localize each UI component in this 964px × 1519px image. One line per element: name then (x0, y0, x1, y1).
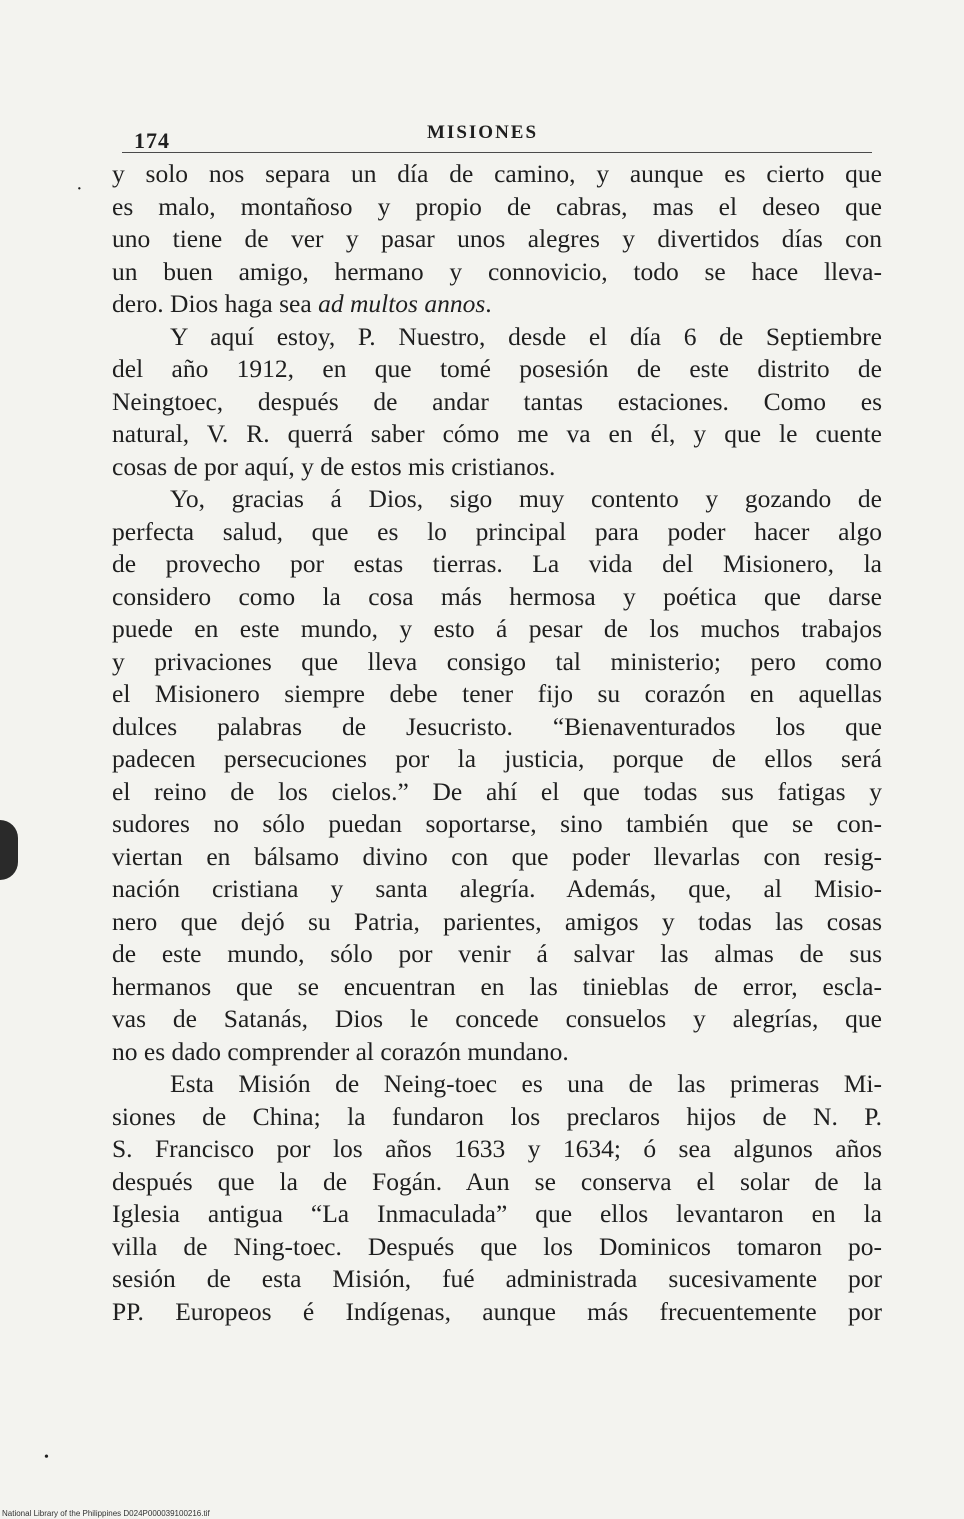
text-line: natural, V. R. querrá saber cómo me va en él, y que le cuente (112, 419, 882, 448)
text-line: después que la de Fogán. Aun se conserva el solar de la (112, 1166, 882, 1196)
text-line: de provecho por estas tierras. La vida del Misionero, la (112, 549, 882, 578)
text-line: nero que dejó su Patria, parientes, amigos y todas las cosas (112, 906, 882, 936)
margin-mark: · (76, 178, 83, 200)
text-line: considero como la cosa más hermosa y poética que darse (112, 581, 882, 611)
body-text (112, 158, 882, 1328)
margin-mark: • (44, 1450, 49, 1465)
text-line: Iglesia antigua “La Inmaculada” que ellos levantaron en la (112, 1199, 882, 1228)
text-line: el reino de los cielos.” De ahí el que todas sus fatigas y (112, 776, 882, 806)
text-line: y solo nos separa un día de camino, y aunque es cierto que (112, 159, 882, 188)
scan-edge-shadow (0, 820, 18, 880)
text-line: Esta Misión de Neing-toec es una de las primeras Mi- (170, 1069, 882, 1098)
text-line: villa de Ning-toec. Después que los Dominicos tomaron po- (112, 1231, 882, 1261)
text-line: dero. Dios haga sea ad multos annos. (112, 289, 492, 318)
text-line: siones de China; la fundaron los preclaros hijos de N. P. (112, 1101, 882, 1131)
text-line: puede en este mundo, y esto á pesar de los muchos trabajos (112, 614, 882, 643)
text-line: cosas de por aquí, y de estos mis cristianos. (112, 451, 556, 481)
text-line: Neingtoec, después de andar tantas estaciones. Como es (112, 386, 882, 416)
text-line: S. Francisco por los años 1633 y 1634; ó sea algunos años (112, 1134, 882, 1163)
text-line: nación cristiana y santa alegría. Además, que, al Misio- (112, 874, 882, 903)
text-line: dulces palabras de Jesucristo. “Bienaventurados los que (112, 711, 882, 741)
running-title: MISIONES (427, 122, 539, 143)
text-line: no es dado comprender al corazón mundano. (112, 1036, 569, 1066)
text-line: y privaciones que lleva consigo tal ministerio; pero como (112, 646, 882, 676)
text-line: Yo, gracias á Dios, sigo muy contento y gozando de (170, 484, 882, 513)
text-line: Y aquí estoy, P. Nuestro, desde el día 6 de Septiembre (170, 321, 882, 351)
page-number: 174 (134, 128, 170, 153)
text-line: sudores no sólo puedan soportarse, sino también que se con- (112, 809, 882, 838)
text-line: vas de Satanás, Dios le concede consuelos y alegrías, que (112, 1004, 882, 1033)
text-line: viertan en bálsamo divino con que poder llevarlas con resig- (112, 841, 882, 871)
text-line: perfecta salud, que es lo principal para poder hacer algo (112, 516, 882, 546)
text-line: es malo, montañoso y propio de cabras, mas el deseo que (112, 191, 882, 221)
text-line: de este mundo, sólo por venir á salvar las almas de sus (112, 939, 882, 968)
text-line: del año 1912, en que tomé posesión de este distrito de (112, 354, 882, 383)
page-header (122, 112, 872, 153)
text-line: padecen persecuciones por la justicia, porque de ellos será (112, 744, 882, 773)
scan-footer-label: National Library of the Philippines D024P000039100216.tif (2, 1509, 210, 1518)
text-line: sesión de esta Misión, fué administrada sucesivamente por (112, 1264, 882, 1293)
text-line: hermanos que se encuentran en las tinieblas de error, escla- (112, 971, 882, 1001)
text-line: un buen amigo, hermano y connovicio, todo se hace lleva- (112, 256, 882, 286)
text-line: PP. Europeos é Indígenas, aunque más frecuentemente por (112, 1296, 882, 1326)
text-line: el Misionero siempre debe tener fijo su corazón en aquellas (112, 679, 882, 708)
text-line: uno tiene de ver y pasar unos alegres y divertidos días con (112, 224, 882, 253)
